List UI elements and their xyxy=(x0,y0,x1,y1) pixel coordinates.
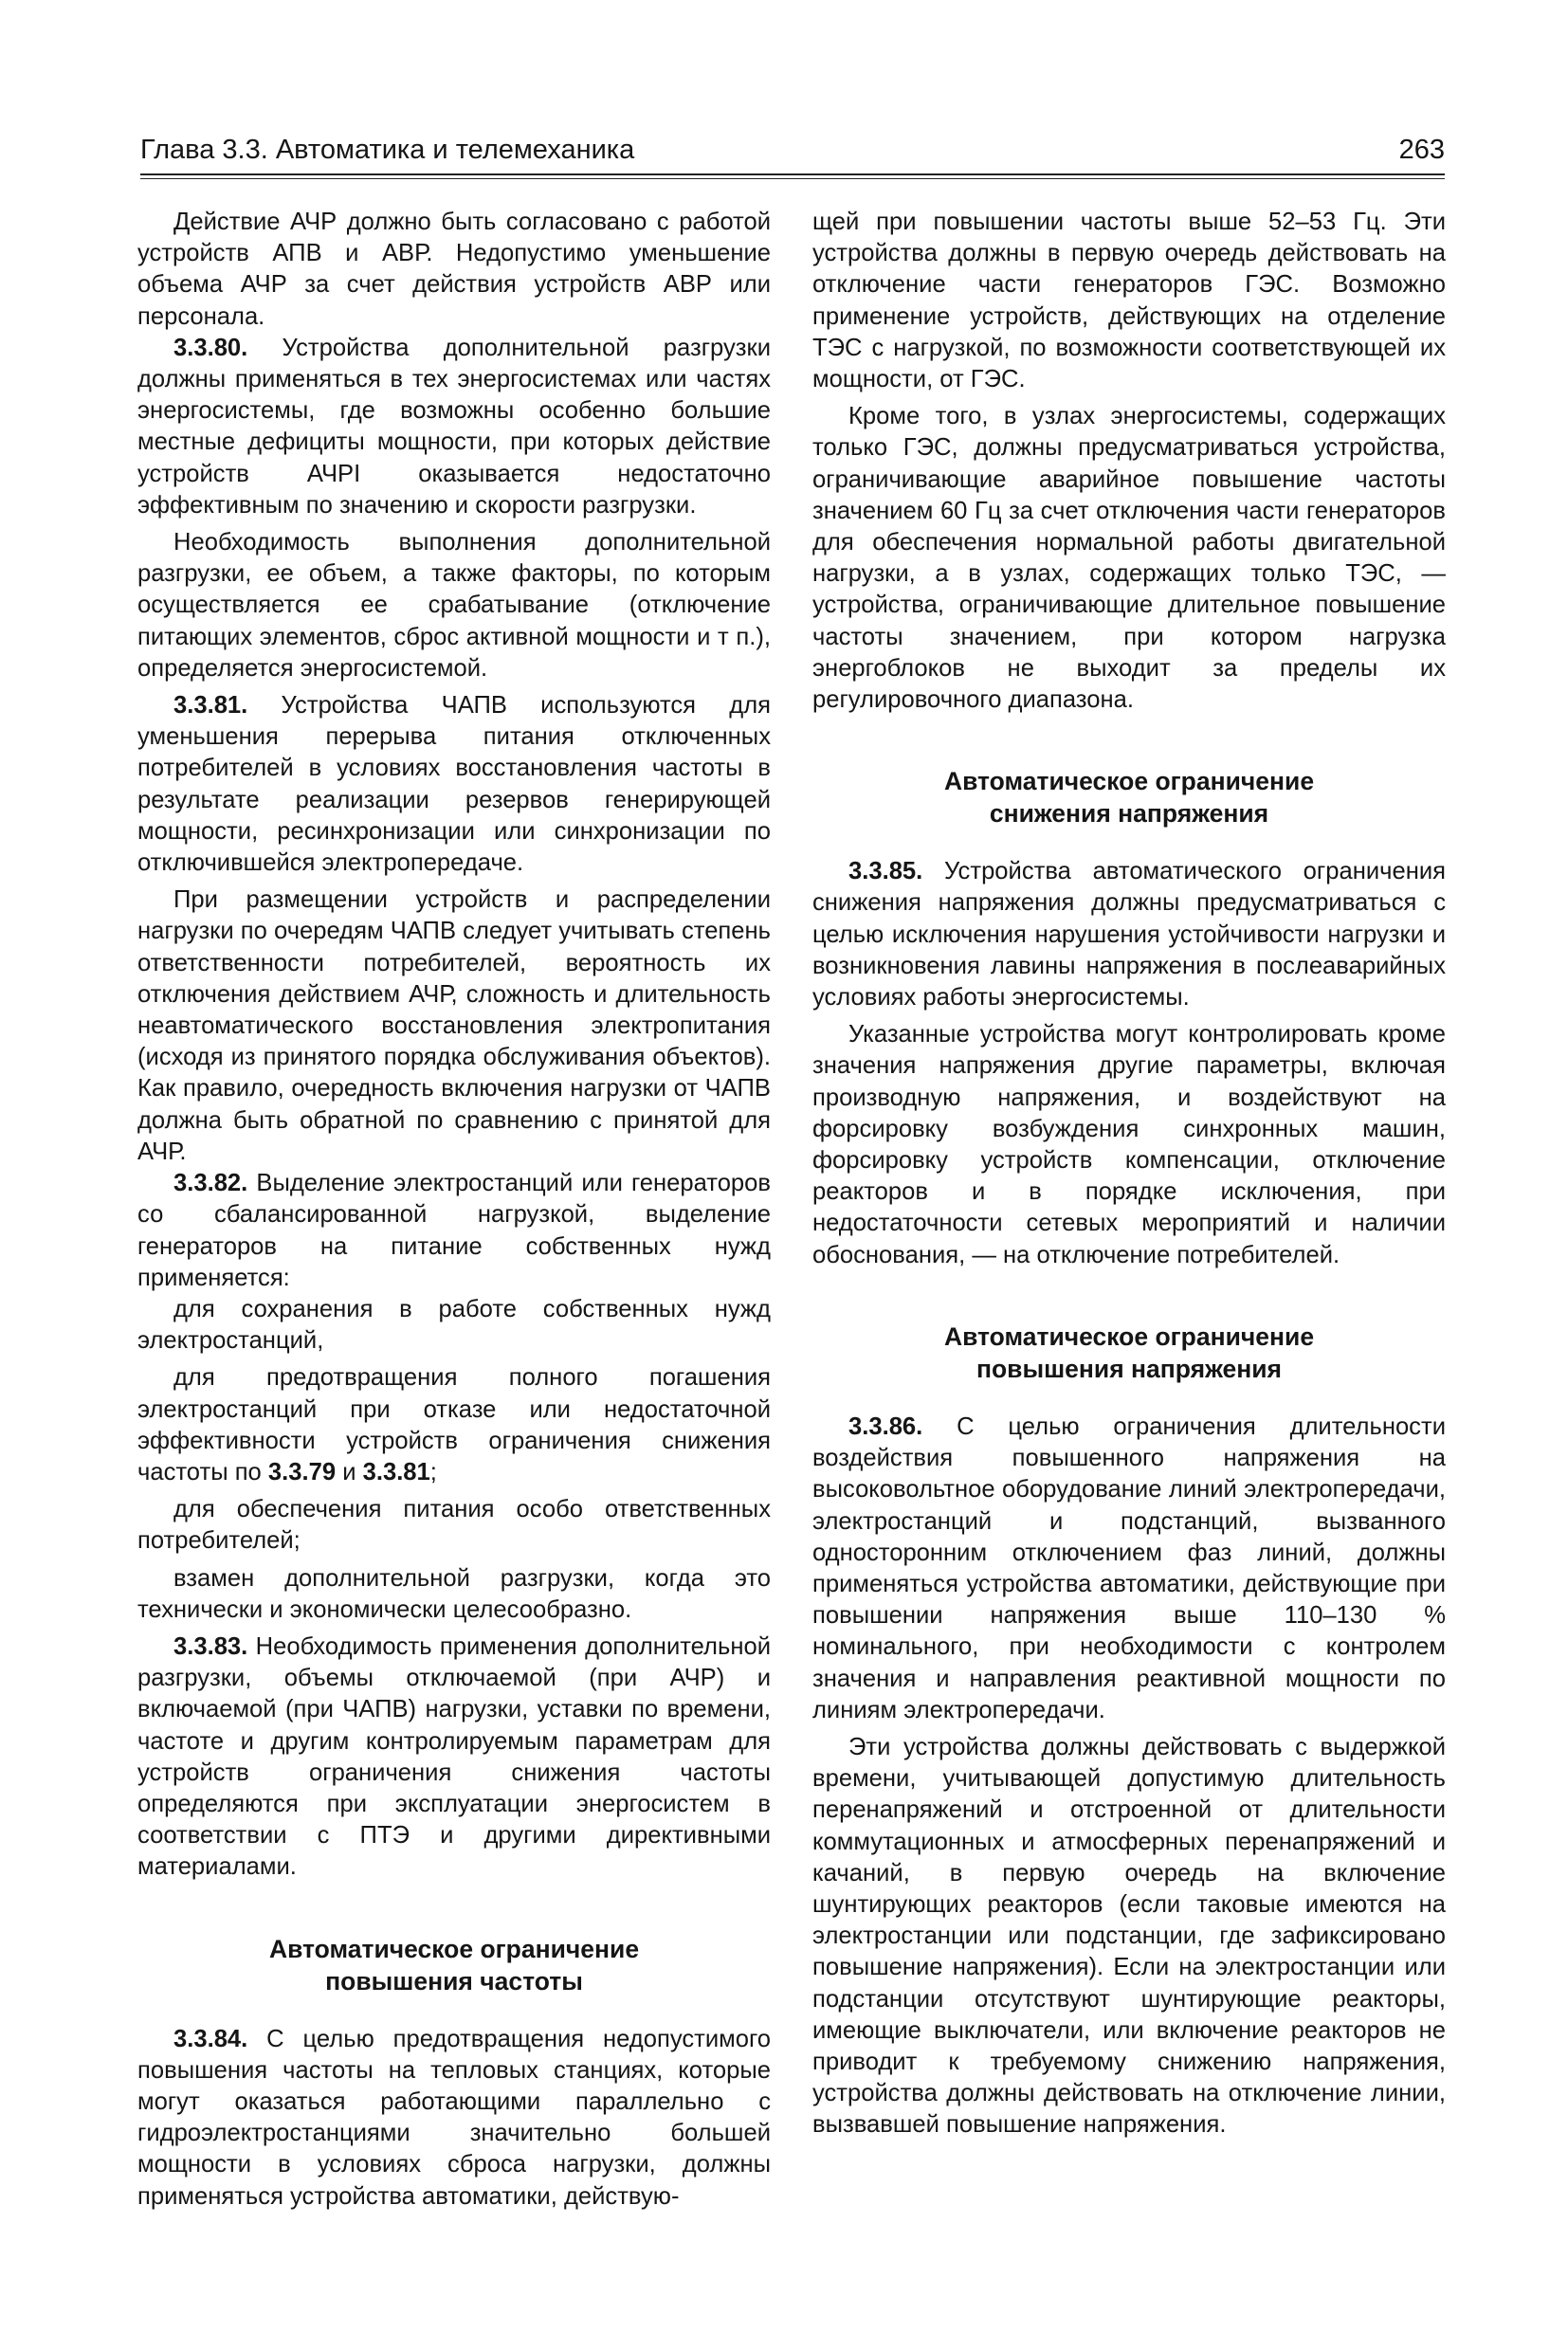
punctuation: ; xyxy=(429,1458,437,1485)
list-item: для сохранения в работе собственных нужд электростанций, xyxy=(137,1295,771,1355)
clause-text: С целью ограничения длительности воздействия повышенного напряжения на высоковольтное оборудование линий электропередачи, электростанций и подстанций, вызванного односторонним отключением фаз линий, должны применяться устройства автоматики, действующие при повышении напряжения выше 110–130 % номинального, при необходимости с контролем значения и направления реактивной мощности по линиям электропередачи. xyxy=(812,1412,1446,1723)
header-rule xyxy=(140,173,1445,179)
paragraph: Указанные устройства могут контролировать кроме значения напряжения другие параметры, включая производную напряжения, и воздействуют на форсировку возбуждения синхронных машин, форсировку устройств компенсации, отключение реакторов и в порядке исключения, при недостаточности сетевых мероприятий и наличии обоснования, — на отключение потребителей. xyxy=(812,1021,1446,1268)
paragraph-3-3-82 xyxy=(137,1168,771,1294)
paragraph: Эти устройства должны действовать с выдержкой времени, учитывающей допустимую длительность перенапряжений и отстроенной от длительности коммутационных и атмосферных перенапряжений и качаний, в первую очередь на включение шунтирующих реакторов (если таковые имеются на электростанции или подстанции, где зафиксировано повышение напряжения). Если на электростанции или подстанции отсутствуют шунтирующие реакторы, имеющие выключатели, или включение реакторов не приводит к требуемому снижению напряжения, устройства должны действовать на отключение линии, вызвавшей повышение напряжения. xyxy=(812,1733,1446,2139)
section-heading-voltage-rise xyxy=(812,1321,1446,1385)
list-item xyxy=(137,1362,771,1488)
paragraph: Кроме того, в узлах энергосистемы, содержащих только ГЭС, должны предусматриваться устройства, ограничивающие аварийное повышение частоты значением 60 Гц за счет отключения части генераторов для обеспечения нормальной работы двигательной нагрузки, а в узлах, содержащих только ТЭС, — устройства, ограничивающие длительное повышение частоты значением, при котором нагрузка энергоблоков не выходит за пределы их регулировочного диапазона. xyxy=(812,403,1446,714)
clause-number: 3.3.83. xyxy=(173,1632,248,1660)
paragraph-3-3-80 xyxy=(137,333,771,521)
clause-text: С целью предотвращения недопустимого повышения частоты на тепловых станциях, которые могут оказаться работающими параллельно с гидроэлектростанциями значительно большей мощности в условиях сброса нагрузки, должны применяться устройства автоматики, действую- xyxy=(137,2025,771,2210)
clause-number: 3.3.80. xyxy=(173,334,248,361)
clause-number: 3.3.86. xyxy=(848,1412,923,1440)
heading-line: Автоматическое ограничение xyxy=(268,1934,640,1963)
paragraph: При размещении устройств и распределении нагрузки по очередям ЧАПВ следует учитывать степень ответственности потребителей, вероятность их отключения действием АЧР, сложность и длительность неавтоматического восстановления электропитания (исходя из принятого порядка обслуживания объектов). Как правило, очередность включения нагрузки от ЧАПВ должна быть обратной по сравнению с принятой для АЧР. xyxy=(137,886,771,1165)
heading-line: повышения частоты xyxy=(325,1966,583,1996)
paragraph-continued: щей при повышении частоты выше 52–53 Гц. Эти устройства должны в первую очередь действовать на отключение части генераторов ГЭС. Возможно применение устройств, действующих на отделение ТЭС с нагрузкой, по возможности соответствующей их мощности, от ГЭС. xyxy=(812,209,1446,393)
left-column xyxy=(137,207,771,2213)
paragraph-3-3-81 xyxy=(137,690,771,879)
running-header xyxy=(140,131,1445,180)
clause-number: 3.3.84. xyxy=(173,2025,248,2052)
clause-text: Устройства автоматического ограничения снижения напряжения должны предусматриваться с целью исключения нарушения устойчивости нагрузки и возникновения лавины напряжения в послеаварийных условиях работы энергосистемы. xyxy=(812,858,1446,1011)
right-column xyxy=(812,207,1446,2141)
list-item-text: для предотвращения полного погашения электростанций при отказе или недостаточной эффективности устройств ограничения снижения частоты по xyxy=(137,1364,771,1485)
paragraph-3-3-85 xyxy=(812,856,1446,1013)
clause-text: Устройства ЧАПВ используются для уменьшения перерыва питания отключенных потребителей в условиях восстановления частоты в результате реализации резервов генерирующей мощности, ресинхронизации или синхронизации по отключившейся электропередаче. xyxy=(137,692,771,877)
clause-number: 3.3.81. xyxy=(173,692,248,720)
page-number: 263 xyxy=(1398,135,1445,165)
clause-reference: 3.3.79 xyxy=(267,1458,337,1485)
clause-text: Устройства дополнительной разгрузки должны применяться в тех энергосистемах или частях энергосистемы, где возможны особенно большие местные дефициты мощности, при которых действие устройств АЧРІ оказывается недостаточно эффективным по значению и скорости разгрузки. xyxy=(137,334,771,519)
paragraph: Действие АЧР должно быть согласовано с работой устройств АПВ и АВР. Недопустимо уменьшение объема АЧР за счет действия устройств АВР или персонала. xyxy=(137,209,771,330)
clause-text: Необходимость применения дополнительной разгрузки, объемы отключаемой (при АЧР) и включаемой (при ЧАПВ) нагрузки, уставки по времени, частоте и другим контролируемым параметрам для устройств ограничения снижения частоты определяются при эксплуатации энергосистем в соответствии с ПТЭ и другими директивными материалами. xyxy=(137,1632,771,1881)
heading-line: Автоматическое ограничение xyxy=(943,1321,1315,1351)
section-heading-voltage-drop xyxy=(812,765,1446,829)
paragraph-3-3-86 xyxy=(812,1412,1446,1726)
clause-text: Выделение электростанций или генераторов со сбалансированной нагрузкой, выделение генераторов на питание собственных нужд применяется: xyxy=(137,1170,771,1291)
paragraph: Необходимость выполнения дополнительной разгрузки, ее объем, а также факторы, по которым осуществляется ее срабатывание (отключение питающих элементов, сброс активной мощности и т п.), определяется энергосистемой. xyxy=(137,529,771,682)
chapter-title: Глава 3.3. Автоматика и телемеханика xyxy=(140,135,635,165)
paragraph-3-3-83 xyxy=(137,1631,771,1884)
clause-number: 3.3.85. xyxy=(848,858,923,885)
list-item: для обеспечения питания особо ответственных потребителей; xyxy=(137,1496,771,1555)
heading-line: Автоматическое ограничение xyxy=(943,767,1315,796)
heading-line: повышения напряжения xyxy=(975,1354,1283,1383)
list-item: взамен дополнительной разгрузки, когда это технически и экономически целесообразно. xyxy=(137,1564,771,1623)
clause-number: 3.3.82. xyxy=(173,1170,248,1197)
conjunction: и xyxy=(336,1458,363,1485)
heading-line: снижения напряжения xyxy=(989,799,1269,829)
clause-reference: 3.3.81 xyxy=(362,1458,430,1485)
paragraph-3-3-84 xyxy=(137,2024,771,2213)
section-heading-frequency-rise xyxy=(137,1933,771,1997)
